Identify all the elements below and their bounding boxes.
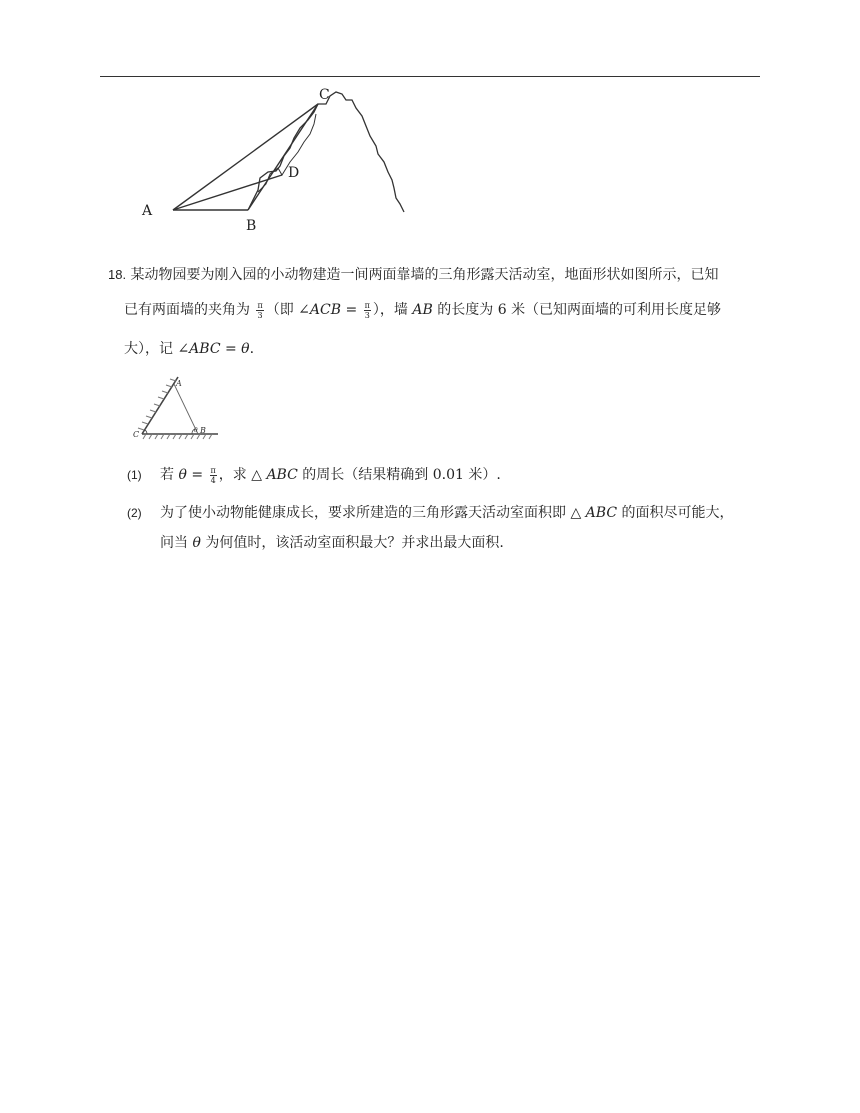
math-theta-eq: θ =: [178, 467, 204, 483]
frac-den: 4: [210, 475, 216, 485]
segment-AD: [173, 175, 282, 210]
label-theta: θ: [194, 427, 198, 434]
subquestion-2-number: (2): [127, 506, 142, 520]
label-C: C: [133, 430, 140, 439]
subquestion-1-number: (1): [127, 468, 142, 482]
text-segment: .: [249, 341, 255, 357]
question-18-line2: [124, 300, 721, 320]
label-A: A: [176, 379, 182, 388]
label-B: B: [246, 218, 257, 234]
text-segment: 若: [160, 467, 174, 483]
question-18-line3: [124, 339, 254, 359]
text-segment: 的面积尽可能大，: [621, 505, 734, 521]
text-segment: 的长度为: [437, 302, 494, 318]
text-segment: 米）.: [468, 467, 501, 483]
figure-wall-triangle: [126, 372, 220, 442]
text-segment: （即: [265, 302, 294, 318]
subquestion-2-line2: [160, 533, 504, 553]
text-segment: 已有两面墙的夹角为: [124, 302, 250, 318]
text-segment: 为了使小动物能健康成长，要求所建造的三角形露天活动室面积即: [160, 505, 566, 521]
label-A: A: [142, 203, 153, 219]
header-rule: [100, 76, 760, 77]
subquestion-1: [160, 465, 501, 485]
fraction-pi-over-4: [210, 466, 217, 485]
question-text-line1: 某动物园要为刚入园的小动物建造一间两面靠墙的三角形露天活动室，地面形状如图所示，已知: [130, 267, 719, 283]
math-angle-abc: ∠ABC = θ: [177, 341, 250, 357]
value-six: 6: [497, 302, 507, 318]
mountain-outline: [248, 92, 404, 212]
math-triangle-abc: △ ABC: [570, 505, 618, 521]
label-C: C: [319, 87, 330, 103]
label-D: D: [288, 165, 300, 181]
math-triangle-abc: △ ABC: [251, 467, 298, 483]
segment-AC: [173, 104, 318, 210]
frac-den: 3: [364, 310, 370, 320]
frac-num: π: [364, 300, 370, 310]
frac-num: π: [257, 300, 263, 310]
question-18-line1: [108, 265, 719, 285]
value-precision: 0.01: [432, 467, 464, 483]
text-segment: ，求: [218, 467, 247, 483]
text-segment: 米（已知两面墙的可利用长度足够: [511, 302, 722, 318]
math-angle-acb: ∠ACB =: [298, 302, 358, 318]
fraction-pi-over-3: [256, 301, 263, 320]
subquestion-2-line1: [160, 503, 734, 523]
text-segment: 大），记: [124, 341, 173, 357]
wall-CA-hatching: [138, 379, 176, 430]
text-segment: 问当: [160, 535, 188, 551]
question-number: 18.: [108, 267, 127, 282]
text-segment: 为何值时，该活动室面积最大？并求出最大面积.: [205, 535, 504, 551]
frac-num: π: [210, 465, 216, 475]
math-theta: θ: [192, 535, 201, 551]
label-B: B: [200, 426, 206, 435]
text-segment: 的周长（结果精确到: [302, 467, 429, 483]
text-segment: ），墙: [372, 302, 408, 318]
figure-mountain-triangle: [130, 80, 420, 240]
fraction-pi-over-3: [364, 301, 371, 320]
frac-den: 3: [257, 310, 263, 320]
math-ab: AB: [412, 302, 433, 318]
